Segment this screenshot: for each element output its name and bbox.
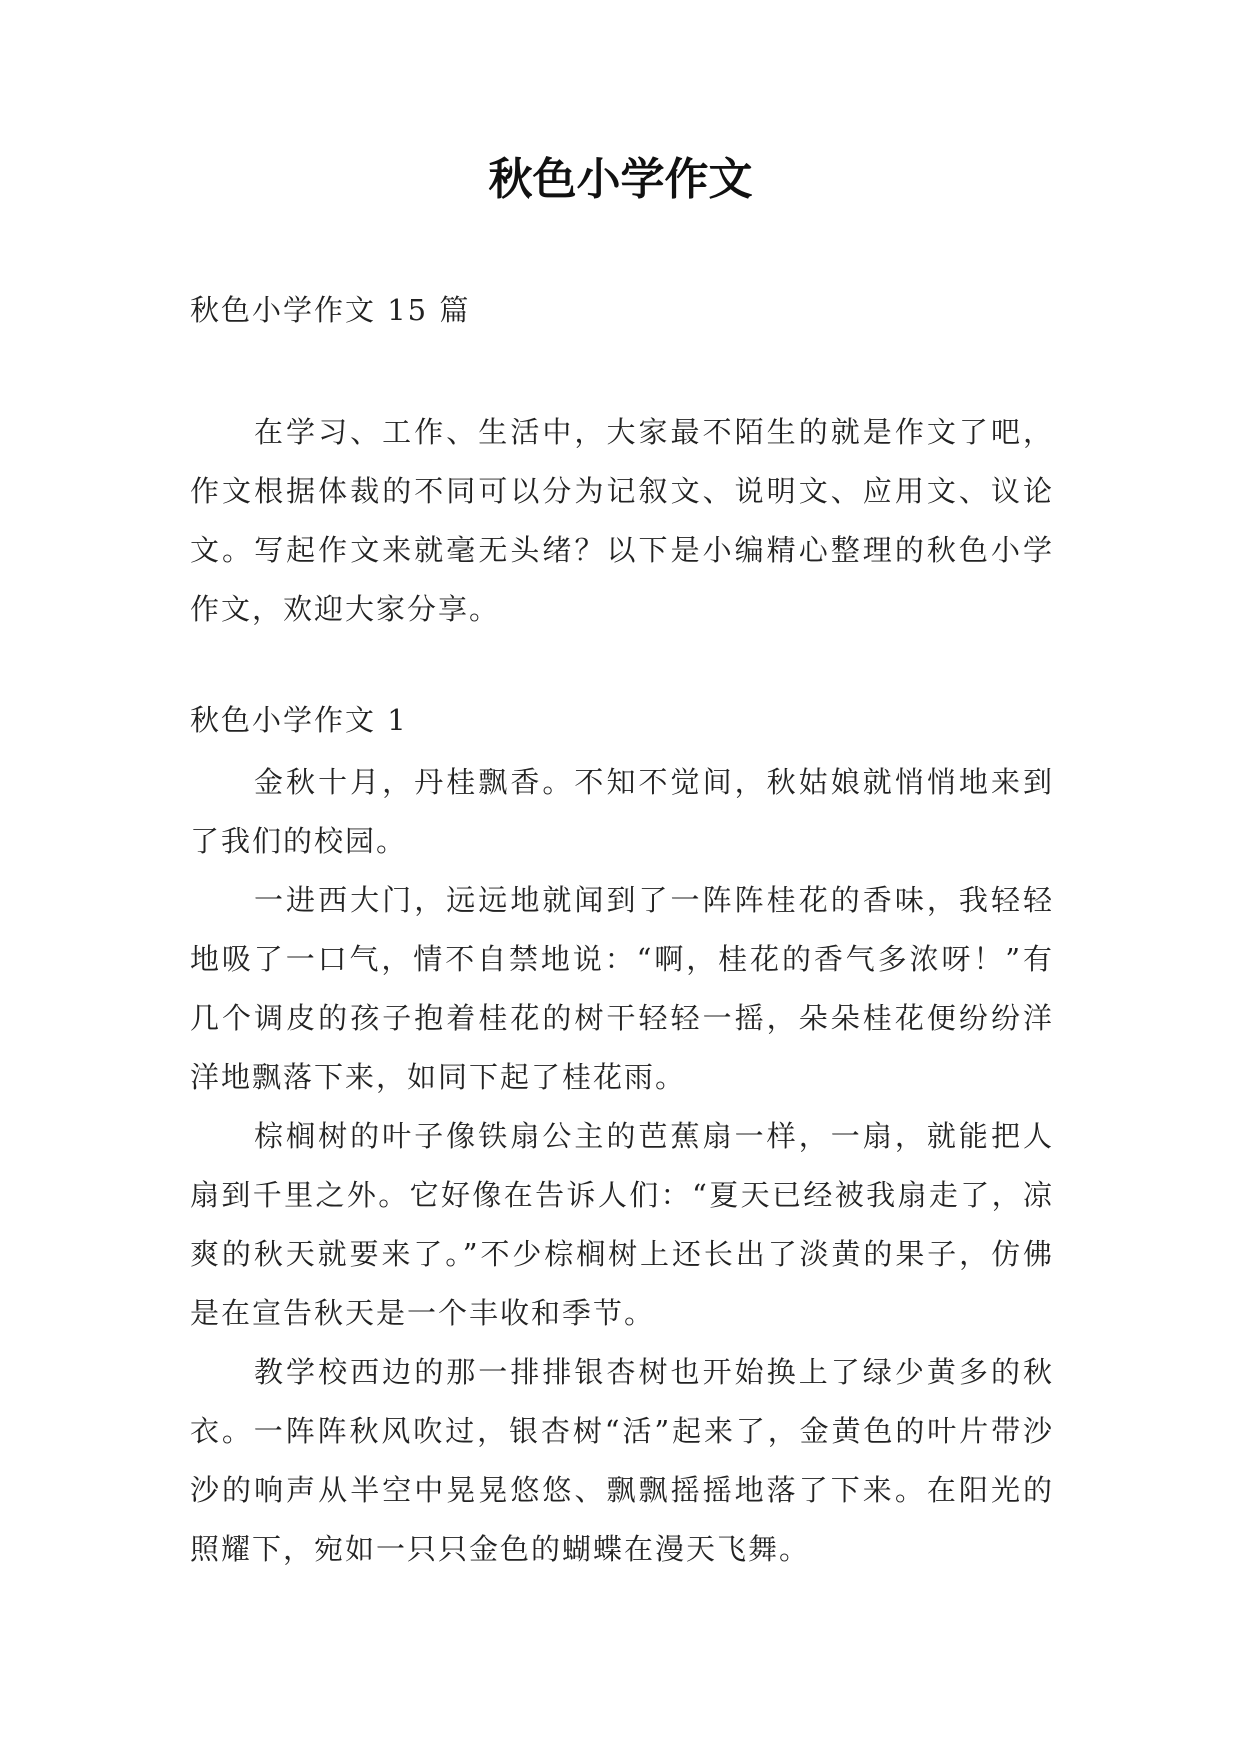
essay-paragraph: 一进西大门，远远地就闻到了一阵阵桂花的香味，我轻轻地吸了一口气，情不自禁地说：“啊，桂花的香气多浓呀！”有几个调皮的孩子抱着桂花的树干轻轻一摇，朵朵桂花便纷纷洋洋地飘落下来，如同下起了桂花雨。: [190, 883, 1054, 1094]
intro-paragraph: 在学习、工作、生活中，大家最不陌生的就是作文了吧，作文根据体裁的不同可以分为记叙文、说明文、应用文、议论文。写起作文来就毫无头绪？以下是小编精心整理的秋色小学作文，欢迎大家分享。: [190, 415, 1054, 626]
essay-paragraph: 教学校西边的那一排排银杏树也开始换上了绿少黄多的秋衣。一阵阵秋风吹过，银杏树“活”起来了，金黄色的叶片带沙沙的响声从半空中晃晃悠悠、飘飘摇摇地落了下来。在阳光的照耀下，宛如一只只金色的蝴蝶在漫天飞舞。: [190, 1355, 1054, 1566]
section-heading: 秋色小学作文 1: [190, 703, 408, 737]
essay-paragraph: 棕榈树的叶子像铁扇公主的芭蕉扇一样，一扇，就能把人扇到千里之外。它好像在告诉人们：“夏天已经被我扇走了，凉爽的秋天就要来了。”不少棕榈树上还长出了淡黄的果子，仿佛是在宣告秋天是一个丰收和季节。: [190, 1119, 1054, 1330]
essay-paragraph: 金秋十月，丹桂飘香。不知不觉间，秋姑娘就悄悄地来到了我们的校园。: [190, 765, 1054, 858]
essay-body: [190, 753, 1054, 1579]
document-subtitle: 秋色小学作文 15 篇: [190, 293, 471, 327]
intro-block: [190, 403, 1054, 639]
document-title: 秋色小学作文: [488, 154, 753, 205]
